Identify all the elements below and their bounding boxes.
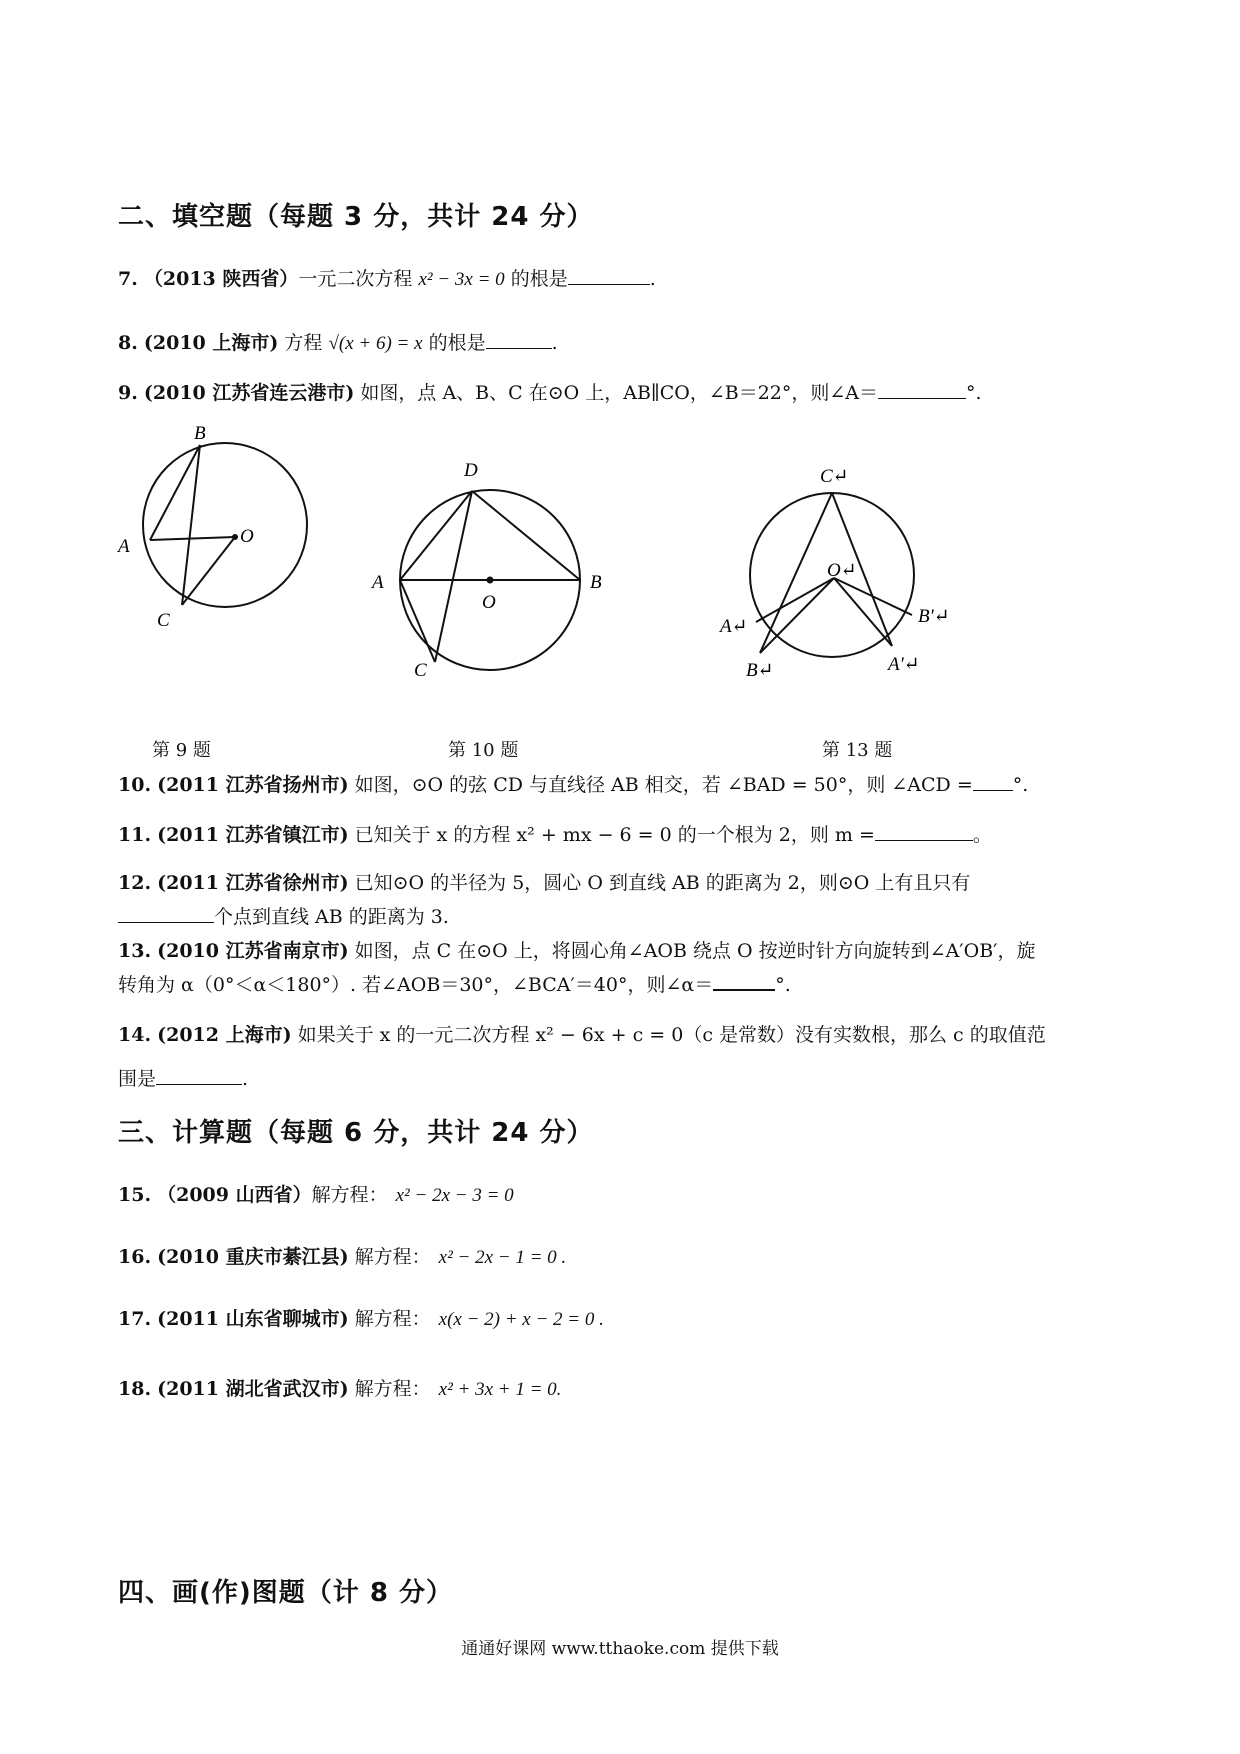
- equation: x² − 2x − 3 = 0: [395, 1185, 514, 1206]
- question-text: 围是: [118, 1068, 157, 1090]
- question-text: 个点到直线 AB 的距离为 3.: [214, 906, 449, 928]
- question-14-line-2: [118, 1062, 248, 1096]
- section-title-fill-in: 二、填空题（每题 3 分，共计 24 分）: [118, 202, 594, 232]
- question-text: 解方程：: [348, 1308, 431, 1330]
- question-number: 9.: [118, 382, 138, 404]
- circle-o: [143, 443, 307, 607]
- question-end: .: [242, 1068, 249, 1090]
- answer-blank[interactable]: [878, 378, 966, 399]
- center-point: [487, 577, 494, 584]
- question-text: 的根是: [504, 268, 568, 290]
- question-source: （2009 山西省）: [157, 1184, 312, 1206]
- question-number: 18.: [118, 1378, 152, 1400]
- question-9: [118, 376, 982, 410]
- question-end: 。: [972, 824, 992, 846]
- question-text: 如果关于 x 的一元二次方程 x² − 6x + c = 0（c 是常数）没有实数根，那么 c 的取值范: [291, 1024, 1046, 1046]
- figure-13-circle: [712, 460, 972, 690]
- question-end: .: [649, 268, 656, 290]
- question-10: [118, 768, 1028, 802]
- question-text: 解方程：: [311, 1184, 388, 1206]
- question-text: 解方程：: [348, 1378, 431, 1400]
- question-12: [118, 866, 970, 900]
- question-end: .: [551, 332, 558, 354]
- label-a: A: [118, 536, 130, 557]
- equation: x² + 3x + 1 = 0.: [438, 1379, 562, 1400]
- answer-blank[interactable]: [156, 1064, 242, 1085]
- question-source: (2012 上海市): [157, 1024, 292, 1046]
- question-12-line-2: [118, 900, 449, 934]
- center-point: [232, 534, 238, 540]
- label-o: O↵: [827, 560, 857, 581]
- answer-blank[interactable]: [118, 902, 214, 923]
- question-text: 一元二次方程: [298, 268, 419, 290]
- segment-oa2: [834, 578, 892, 646]
- question-text: 已知关于 x 的方程 x² + mx − 6 = 0 的一个根为 2，则 m =: [348, 824, 875, 846]
- answer-blank[interactable]: [713, 969, 775, 991]
- question-source: (2010 重庆市綦江县): [157, 1246, 349, 1268]
- question-text: 已知⊙O 的半径为 5，圆心 O 到直线 AB 的距离为 2，则⊙O 上有且只有: [348, 872, 971, 894]
- question-number: 10.: [118, 774, 152, 796]
- question-text: 如图，⊙O 的弦 CD 与直线径 AB 相交，若 ∠BAD = 50°，则 ∠ACD =: [348, 774, 973, 796]
- label-a: A↵: [720, 616, 748, 637]
- question-number: 15.: [118, 1184, 152, 1206]
- question-18: [118, 1372, 561, 1407]
- answer-blank[interactable]: [568, 264, 650, 285]
- segment-cb: [760, 493, 832, 653]
- label-b-prime: B′↵: [918, 606, 950, 627]
- question-text: 方程: [278, 332, 329, 354]
- caption-figure-10: 第 10 题: [448, 740, 519, 761]
- question-number: 8.: [118, 332, 138, 354]
- question-number: 13.: [118, 940, 152, 962]
- segment-oa: [756, 578, 834, 622]
- answer-blank[interactable]: [875, 820, 973, 841]
- caption-figure-9: 第 9 题: [152, 740, 211, 761]
- label-o: O: [482, 592, 496, 613]
- question-text: 解方程：: [348, 1246, 431, 1268]
- page-footer: 通通好课网 www.tthaoke.com 提供下载: [461, 1639, 779, 1659]
- question-number: 12.: [118, 872, 152, 894]
- question-13-line-2: [118, 968, 791, 1002]
- question-7: [118, 262, 656, 297]
- label-a: A: [372, 572, 384, 593]
- section-title-calculation: 三、计算题（每题 6 分，共计 24 分）: [118, 1118, 594, 1148]
- segment-ao: [150, 537, 235, 540]
- label-b: B: [590, 572, 602, 593]
- question-end: °.: [775, 974, 791, 996]
- segment-ob: [760, 578, 834, 653]
- question-number: 11.: [118, 824, 152, 846]
- question-number: 14.: [118, 1024, 152, 1046]
- question-source: (2011 江苏省镇江市): [157, 824, 349, 846]
- equation: √(x + 6) = x: [328, 333, 423, 354]
- question-source: (2010 上海市): [143, 332, 279, 354]
- question-end: °.: [966, 382, 982, 404]
- equation: x(x − 2) + x − 2 = 0 .: [438, 1309, 604, 1330]
- section-title-drawing: 四、画(作)图题（计 8 分）: [118, 1578, 453, 1608]
- question-source: (2011 湖北省武汉市): [157, 1378, 349, 1400]
- question-source: (2010 江苏省南京市): [157, 940, 349, 962]
- question-text: 如图，点 C 在⊙O 上，将圆心角∠AOB 绕点 O 按逆时针方向旋转到∠A′OB′，旋: [348, 940, 1036, 962]
- question-15: [118, 1178, 514, 1213]
- equation: x² − 2x − 1 = 0 .: [438, 1247, 567, 1268]
- question-text: 如图，点 A、B、C 在⊙O 上，AB∥CO，∠B＝22°，则∠A＝: [354, 382, 879, 404]
- question-source: (2011 山东省聊城市): [157, 1308, 349, 1330]
- segment-ob2: [834, 578, 912, 615]
- answer-blank[interactable]: [973, 770, 1013, 791]
- question-16: [118, 1240, 566, 1275]
- question-13: [118, 934, 1035, 968]
- segment-ac: [400, 580, 435, 662]
- figure-10-circle: [360, 450, 620, 680]
- question-number: 16.: [118, 1246, 152, 1268]
- question-source: (2011 江苏省扬州市): [157, 774, 349, 796]
- question-source: (2011 江苏省徐州市): [157, 872, 349, 894]
- label-o: O: [240, 526, 254, 547]
- question-number: 7.: [118, 268, 138, 290]
- label-c: C↵: [820, 466, 849, 487]
- answer-blank[interactable]: [486, 328, 552, 349]
- caption-figure-13: 第 13 题: [822, 740, 893, 761]
- question-text: 转角为 α（0°＜α＜180°）. 若∠AOB＝30°，∠BCA′＝40°，则∠α＝: [118, 974, 714, 996]
- figure-9-circle: [110, 425, 330, 645]
- question-14: [118, 1018, 1046, 1052]
- label-b: B: [194, 425, 206, 444]
- segment-db: [472, 491, 580, 580]
- segment-bc: [182, 445, 200, 605]
- question-text: 的根是: [422, 332, 486, 354]
- question-source: (2010 江苏省连云港市): [143, 382, 355, 404]
- chord-dc: [435, 491, 472, 662]
- question-8: [118, 326, 558, 361]
- label-c: C: [414, 660, 427, 680]
- question-11: [118, 818, 992, 852]
- question-17: [118, 1302, 604, 1337]
- question-source: （2013 陕西省）: [143, 268, 299, 290]
- question-number: 17.: [118, 1308, 152, 1330]
- question-end: °.: [1012, 774, 1029, 796]
- label-b: B↵: [746, 660, 774, 681]
- segment-co: [182, 537, 235, 605]
- label-a-prime: A′↵: [888, 654, 920, 675]
- label-d: D: [464, 460, 478, 481]
- label-c: C: [157, 610, 170, 631]
- equation: x² − 3x = 0: [418, 269, 505, 290]
